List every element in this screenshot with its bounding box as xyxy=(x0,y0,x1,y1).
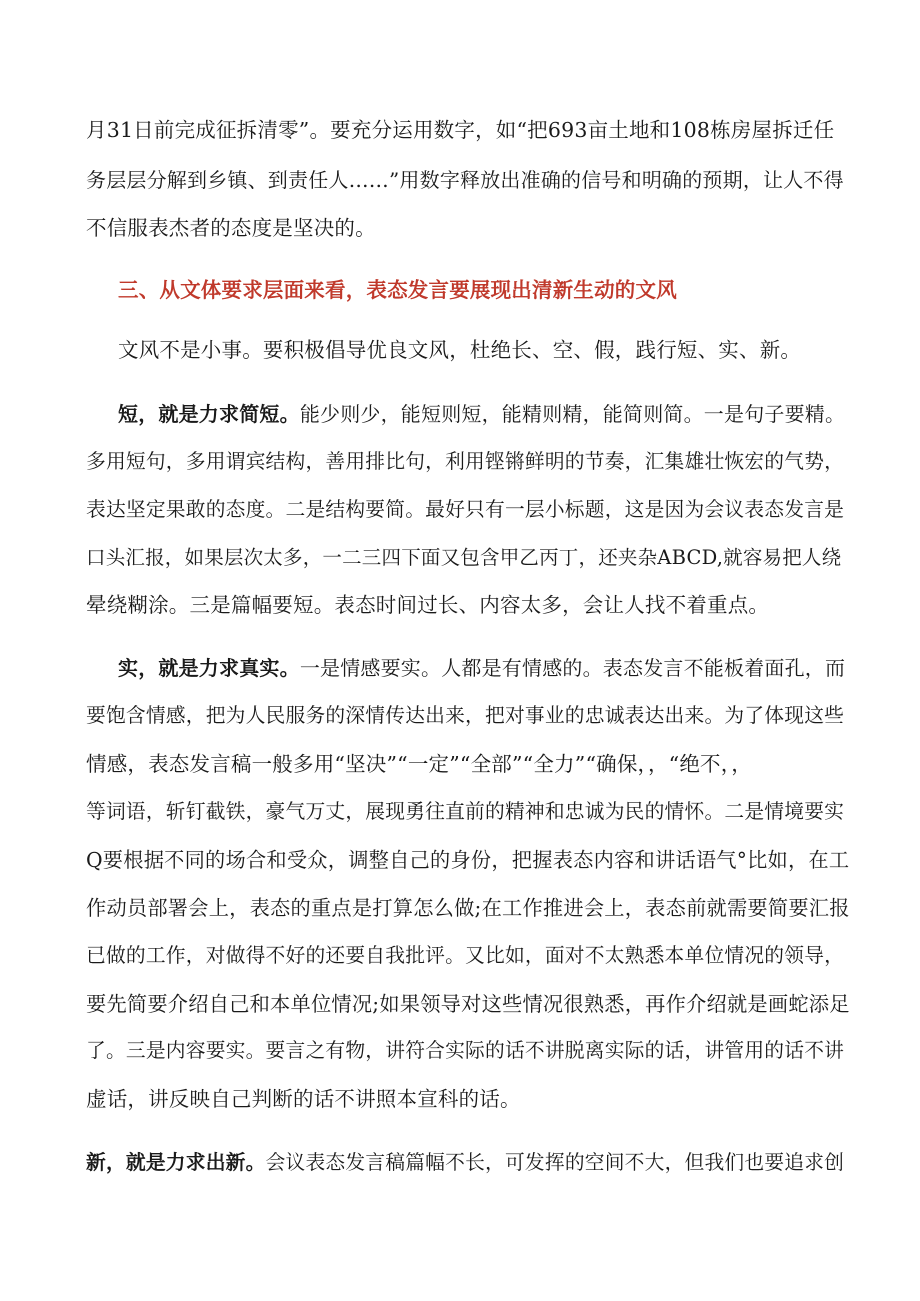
text-line: Q要根据不同的场合和受众，调整自己的身份，把握表态内容和讲话语气°比如，在工 xyxy=(86,848,850,872)
text-line: 要先简要介绍自己和本单位情况;如果领导对这些情况很熟悉，再作介绍就是画蛇添足 xyxy=(86,992,850,1016)
paragraph-lead-bold: 实，就是力求真实。 xyxy=(118,656,300,680)
text-line: 口头汇报，如果层次太多，一二三四下面又包含甲乙丙丁，还夹杂ABCD,就容易把人绕 xyxy=(86,546,842,569)
text-line: 情感，表态发言稿一般多用“坚决”“一定”“全部”“全力”“确保，，“绝不，， xyxy=(86,752,752,776)
text-line: 文风不是小事。要积极倡导优良文风，杜绝长、空、假，践行短、实、新。 xyxy=(118,338,802,362)
paragraph-lead-bold: 短，就是力求简短。 xyxy=(118,402,300,426)
text-span: 一是情感要实。人都是有情感的。表态发言不能板着面孔，而 xyxy=(299,656,846,680)
paragraph-first-line xyxy=(118,654,845,682)
text-line: 已做的工作，对做得不好的还要自我批评。又比如，面对不太熟悉本单位情况的领导， xyxy=(86,944,845,967)
paragraph-lead-bold: 新，就是力求出新。 xyxy=(86,1150,266,1174)
section-heading: 三、从文体要求层面来看，表态发言要展现出清新生动的文风 xyxy=(118,278,677,302)
text-line: 虚话，讲反映自己判断的话不讲照本宣科的话。 xyxy=(86,1087,521,1111)
text-line: 务层层分解到乡镇、到责任人……”用数字释放出准确的信号和明确的预期，让人不得 xyxy=(86,168,844,192)
text-span: 能少则少，能短则短，能精则精，能简则简。一是句子要精。 xyxy=(299,402,846,426)
text-line: 了。三是内容要实。要言之有物，讲符合实际的话不讲脱离实际的话，讲管用的话不讲 xyxy=(86,1039,845,1062)
text-line: 晕绕糊涂。三是篇幅要短。表态时间过长、内容太多，会让人找不着重点。 xyxy=(86,593,770,617)
paragraph-first-line xyxy=(118,400,845,428)
text-line: 等词语，斩钉截铁，豪气万丈，展现勇往直前的精神和忠诚为民的情怀。二是情境要实 xyxy=(86,800,845,823)
text-line: 不信服表杰者的态度是坚决的。 xyxy=(86,216,376,240)
text-span: 会议表态发言稿篇幅不长，可发挥的空间不大，但我们也要追求创 xyxy=(265,1151,845,1174)
text-line: 作动员部署会上，表态的重点是打算怎么做;在工作推进会上，表态前就需要简要汇报 xyxy=(86,896,850,920)
text-line: 月31日前完成征拆清零”。要充分运用数字，如“把693亩土地和108栋房屋拆迁任 xyxy=(86,118,835,142)
paragraph-first-line xyxy=(86,1148,844,1177)
text-line: 表达坚定果敢的态度。二是结构要简。最好只有一层小标题，这是因为会议表态发言是 xyxy=(86,498,845,521)
text-line: 要饱含情感，把为人民服务的深情传达出来，把对事业的忠诚表达出来。为了体现这些 xyxy=(86,704,845,727)
text-line: 多用短句，多用谓宾结构，善用排比句，利用铿锵鲜明的节奏，汇集雄壮恢宏的气势， xyxy=(86,450,845,473)
